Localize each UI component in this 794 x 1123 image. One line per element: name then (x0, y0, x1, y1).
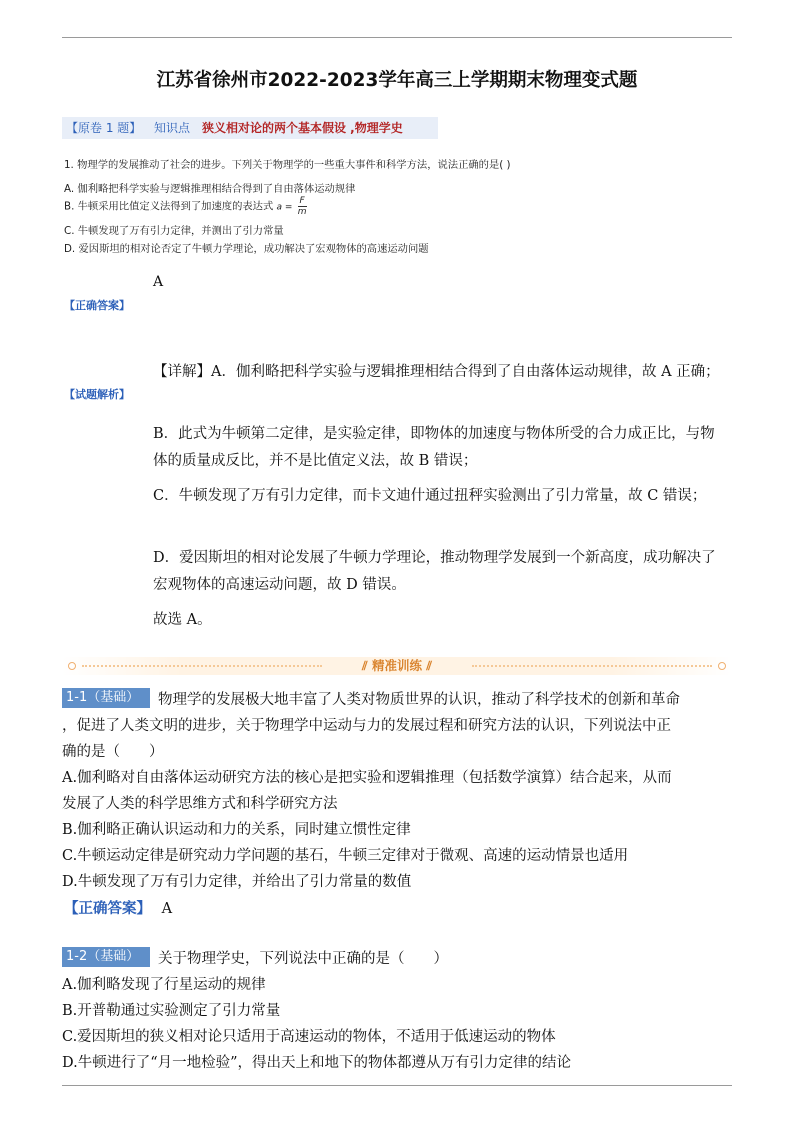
section-title-text: 精准训练 (371, 658, 422, 673)
answer-value: A (153, 274, 164, 290)
original-question-tag: 【原卷 1 题】 (66, 121, 142, 135)
analysis-conclusion: 故选 A。 (153, 612, 212, 628)
practice-stem-line: 关于物理学史，下列说法中正确的是（ ） (158, 951, 448, 967)
practice-option: A.伽利略对自由落体运动研究方法的核心是把实验和逻辑推理（包括数学演算）结合起来，从而 (62, 770, 672, 786)
practice-option: B.伽利略正确认识运动和力的关系，同时建立惯性定律 (62, 822, 411, 838)
knowledge-point-bar (62, 117, 438, 139)
practice-option: D.牛顿发现了万有引力定律，并给出了引力常量的数值 (62, 874, 412, 890)
practice-option: C.爱因斯坦的狭义相对论只适用于高速运动的物体，不适用于低速运动的物体 (62, 1029, 556, 1045)
practice-stem-line: 物理学的发展极大地丰富了人类对物质世界的认识，推动了科学技术的创新和革命 (158, 692, 680, 708)
practice-badge: 1-2（基础） (62, 947, 150, 967)
section-divider (62, 657, 732, 675)
analysis-paragraph: 【详解】A．伽利略把科学实验与逻辑推理相结合得到了自由落体运动规律，故 A 正确； (153, 364, 720, 380)
analysis-paragraph: D．爱因斯坦的相对论发展了牛顿力学理论，推动物理学发展到一个新高度，成功解决了宏观物体的高速运动问题，故 D 错误。 (153, 550, 716, 593)
practice-answer-label: 【正确答案】 (64, 901, 151, 917)
practice-badge: 1-1（基础） (62, 688, 150, 708)
practice-stem-line: 确的是（ ） (62, 744, 164, 760)
practice-option: C.牛顿运动定律是研究动力学问题的基石，牛顿三定律对于微观、高速的运动情景也适用 (62, 848, 629, 864)
analysis-label: 【试题解析】 (64, 388, 130, 401)
analysis-paragraph: B．此式为牛顿第二定律，是实验定律，即物体的加速度与物体所受的合力成正比，与物体的质量成反比，并不是比值定义法，故 B 错误； (153, 426, 715, 469)
analysis-paragraph: C．牛顿发现了万有引力定律，而卡文迪什通过扭秤实验测出了引力常量，故 C 错误； (153, 488, 707, 504)
formula-numerator: F (299, 196, 305, 206)
section-title: ⫽ 精准训练 ⫽ (362, 658, 432, 673)
formula-denominator: m (297, 207, 307, 217)
formula-fraction (298, 196, 307, 217)
practice-answer (64, 897, 736, 918)
practice-option: 发展了人类的科学思维方式和科学研究方法 (62, 796, 338, 812)
knowledge-point-label: 知识点 (154, 121, 191, 135)
question-option-b (64, 196, 307, 217)
question-stem: 1. 物理学的发展推动了社会的进步。下列关于物理学的一些重大事件和科学方法，说法正确的是( ) (64, 159, 511, 171)
practice-stem-line: ，促进了人类文明的进步，关于物理学中运动与力的发展过程和研究方法的认识，下列说法中正 (62, 718, 671, 734)
bottom-rule (62, 1085, 732, 1086)
page-title: 江苏省徐州市2022-2023学年高三上学期期末物理变式题 (156, 70, 638, 91)
knowledge-point-value: 狭义相对论的两个基本假设 ,物理学史 (202, 121, 403, 135)
practice-option: A.伽利略发现了行星运动的规律 (62, 977, 266, 993)
divider-dash-right (472, 665, 712, 669)
answer-label: 【正确答案】 (64, 299, 130, 312)
practice-answer-value: A (161, 901, 173, 917)
practice-option: D.牛顿进行了“月一地检验”，得出天上和地下的物体都遵从万有引力定律的结论 (62, 1055, 572, 1071)
question-option-d: D. 爱因斯坦的相对论否定了牛顿力学理论，成功解决了宏观物体的高速运动问题 (64, 243, 429, 255)
divider-dot-right (718, 662, 726, 670)
formula-lhs: a = (276, 202, 293, 213)
practice-option: B.开普勒通过实验测定了引力常量 (62, 1003, 281, 1019)
question-option-c: C. 牛顿发现了万有引力定律，并测出了引力常量 (64, 225, 284, 237)
top-rule (62, 37, 732, 38)
question-option-a: A. 伽利略把科学实验与逻辑推理相结合得到了自由落体运动规律 (64, 183, 356, 195)
question-option-b-text: B. 牛顿采用比值定义法得到了加速度的表达式 (64, 200, 274, 213)
